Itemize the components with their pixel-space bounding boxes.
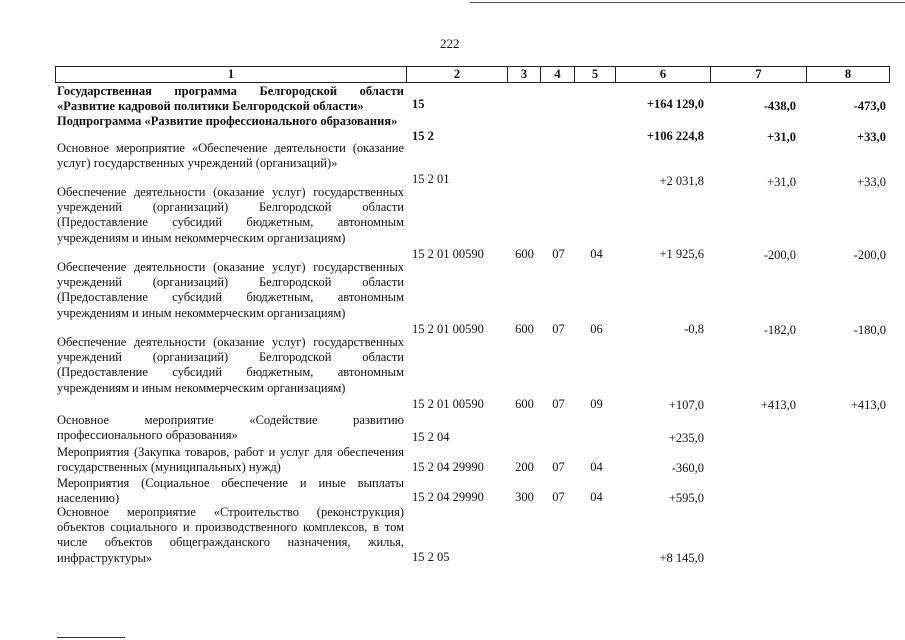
row-value-3: 600 xyxy=(515,397,534,411)
header-col-8: 8 xyxy=(806,66,890,83)
row-value-8: +33,0 xyxy=(857,130,886,144)
row-code: 15 2 01 00590 xyxy=(412,397,484,411)
row-value-3: 300 xyxy=(515,490,534,504)
row-code: 15 2 04 xyxy=(412,430,450,444)
row-value-8: -200,0 xyxy=(853,248,886,262)
row-name: Основное мероприятие «Содействие развитию профессионального образования» xyxy=(57,413,404,443)
row-value-8: -180,0 xyxy=(853,323,886,337)
row-value-6: +8 145,0 xyxy=(659,551,704,565)
header-col-5: 5 xyxy=(574,66,616,83)
row-value-6: +107,0 xyxy=(668,398,704,412)
row-value-6: -360,0 xyxy=(671,461,704,475)
row-code: 15 2 xyxy=(412,129,434,143)
row-value-5: 09 xyxy=(590,397,603,411)
row-value-7: +413,0 xyxy=(760,398,796,412)
row-code: 15 2 04 29990 xyxy=(412,460,484,474)
page-number: 222 xyxy=(440,36,460,51)
row-code: 15 2 01 00590 xyxy=(412,247,484,261)
row-value-6: +595,0 xyxy=(668,491,704,505)
row-value-6: +2 031,8 xyxy=(659,174,704,188)
row-name: Основное мероприятие «Строительство (реконструкция) объектов социального и производственного комплексов, в том числе объектов общегражданского назначения, жилья, инфраструктуры» xyxy=(57,505,404,565)
row-value-7: -438,0 xyxy=(763,99,796,113)
row-value-6: -0,8 xyxy=(684,322,704,336)
row-name: Обеспечение деятельности (оказание услуг) государственных учреждений (организаций) Белгородской области (Предоставление субсидий бюджетным, автономным учреждениям и иным некоммерческим организациям) xyxy=(57,335,404,395)
row-code: 15 2 05 xyxy=(412,550,450,564)
row-value-3: 600 xyxy=(515,322,534,336)
row-value-6: +164 129,0 xyxy=(646,97,704,111)
row-value-6: +235,0 xyxy=(668,431,704,445)
row-value-8: -473,0 xyxy=(853,99,886,113)
row-value-3: 200 xyxy=(515,460,534,474)
footnote-rule xyxy=(57,637,125,638)
row-code: 15 xyxy=(412,97,425,111)
row-code: 15 2 01 xyxy=(412,172,450,186)
row-value-5: 04 xyxy=(590,490,603,504)
header-col-4: 4 xyxy=(540,66,575,83)
row-value-3: 600 xyxy=(515,247,534,261)
row-name: Мероприятия (Закупка товаров, работ и услуг для обеспечения государственных (муниципальных) нужд) xyxy=(57,445,404,475)
header-col-7: 7 xyxy=(710,66,807,83)
row-value-7: +31,0 xyxy=(767,130,796,144)
row-name: Основное мероприятие «Обеспечение деятельности (оказание услуг) государственных учреждений (организаций)» xyxy=(57,141,404,171)
row-name: Обеспечение деятельности (оказание услуг) государственных учреждений (организаций) Белгородской области (Предоставление субсидий бюджетным, автономным учреждениям и иным некоммерческим организациям) xyxy=(57,185,404,245)
row-value-6: +1 925,6 xyxy=(659,247,704,261)
row-value-8: +413,0 xyxy=(850,398,886,412)
row-name: Мероприятия (Социальное обеспечение и иные выплаты населению) xyxy=(57,476,404,506)
row-value-4: 07 xyxy=(552,322,565,336)
row-code: 15 2 01 00590 xyxy=(412,322,484,336)
row-value-4: 07 xyxy=(552,490,565,504)
row-code: 15 2 04 29990 xyxy=(412,490,484,504)
row-name: Обеспечение деятельности (оказание услуг) государственных учреждений (организаций) Белгородской области (Предоставление субсидий бюджетным, автономным учреждениям и иным некоммерческим организациям) xyxy=(57,260,404,320)
header-col-2: 2 xyxy=(406,66,508,83)
row-value-4: 07 xyxy=(552,247,565,261)
row-name: Государственная программа Белгородской области «Развитие кадровой политики Белгородской области» xyxy=(57,84,404,114)
row-value-5: 04 xyxy=(590,460,603,474)
top-rule xyxy=(470,2,905,3)
row-value-4: 07 xyxy=(552,397,565,411)
header-col-6: 6 xyxy=(615,66,711,83)
row-value-5: 06 xyxy=(590,322,603,336)
row-value-5: 04 xyxy=(590,247,603,261)
row-value-4: 07 xyxy=(552,460,565,474)
row-value-7: -182,0 xyxy=(763,323,796,337)
header-col-3: 3 xyxy=(507,66,541,83)
header-col-1: 1 xyxy=(55,66,407,83)
row-value-7: +31,0 xyxy=(767,175,796,189)
row-value-8: +33,0 xyxy=(857,175,886,189)
row-value-6: +106 224,8 xyxy=(646,129,704,143)
row-name: Подпрограмма «Развитие профессионального образования» xyxy=(57,114,398,128)
row-value-7: -200,0 xyxy=(763,248,796,262)
